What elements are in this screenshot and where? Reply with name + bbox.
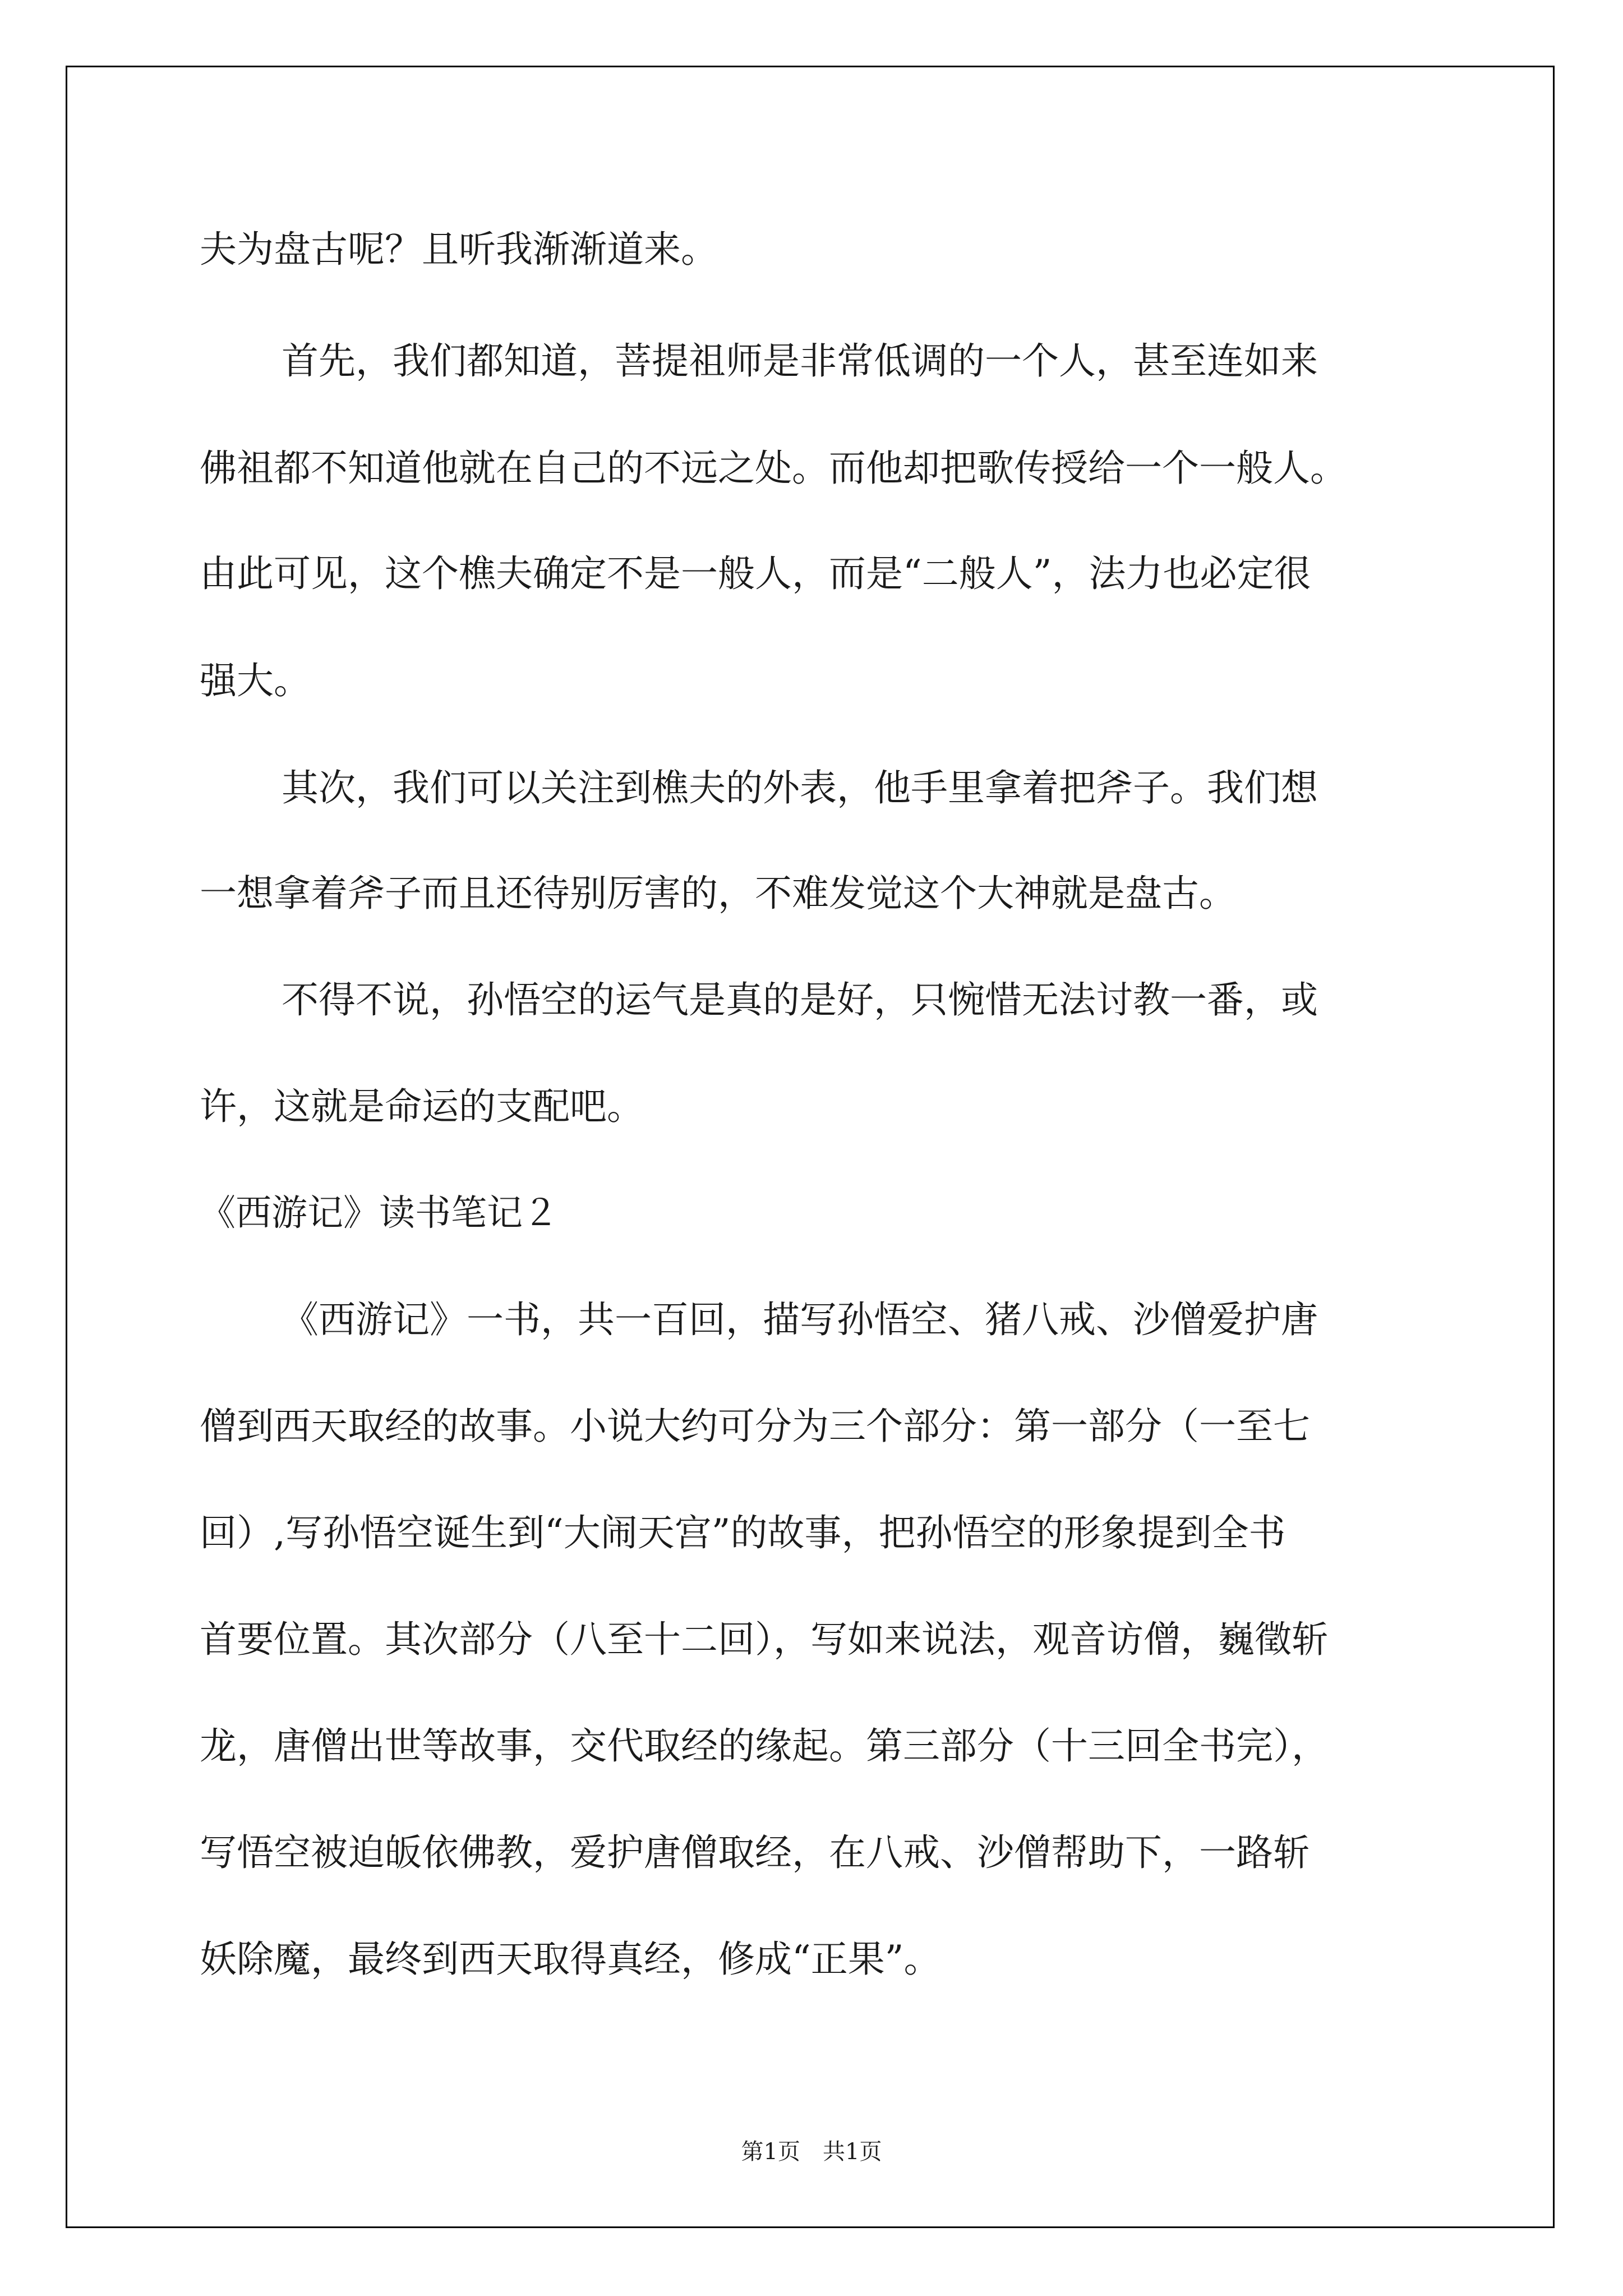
body-line-6: 其次，我们可以关注到樵夫的外表，他手里拿着把斧子。我们想: [282, 766, 1318, 809]
body-line-13: 首要位置。其次部分（八至十二回），写如来说法，观音访僧，巍徵斩: [200, 1618, 1329, 1661]
body-line-1: 夫为盘古呢？且听我渐渐道来。: [200, 228, 718, 271]
body-line-14: 龙，唐僧出世等故事，交代取经的缘起。第三部分（十三回全书完），: [200, 1724, 1329, 1768]
page-border: [66, 66, 1555, 2228]
body-line-15: 写悟空被迫皈依佛教，爱护唐僧取经，在八戒、沙僧帮助下，一路斩: [200, 1831, 1310, 1874]
body-line-7: 一想拿着斧子而且还待别厉害的，不难发觉这个大神就是盘古。: [200, 872, 1236, 915]
body-line-9: 许，这就是命运的支配吧。: [200, 1085, 644, 1128]
body-line-8: 不得不说，孙悟空的运气是真的是好，只惋惜无法讨教一番，或: [282, 978, 1318, 1022]
body-line-10: 《西游记》一书，共一百回，描写孙悟空、猪八戒、沙僧爱护唐: [282, 1298, 1318, 1341]
body-line-4: 由此可见，这个樵夫确定不是一般人，而是“二般人”，法力也必定很: [200, 552, 1311, 595]
section-heading: 《西游记》读书笔记２: [200, 1193, 559, 1234]
page-number-total: 共1页: [823, 2139, 882, 2165]
body-line-16: 妖除魔，最终到西天取得真经，修成“正果”。: [200, 1938, 941, 1981]
body-line-11: 僧到西天取经的故事。小说大约可分为三个部分：第一部分（一至七: [200, 1405, 1310, 1448]
page-footer: [0, 2134, 1623, 2166]
body-line-12: 回）,写孙悟空诞生到“大闹天宫”的故事，把孙悟空的形象提到全书: [200, 1511, 1286, 1554]
body-line-5: 强大。: [200, 659, 311, 702]
body-line-3: 佛祖都不知道他就在自己的不远之处。而他却把歌传授给一个一般人。: [200, 447, 1347, 490]
page-number-current: 第1页: [741, 2139, 800, 2165]
body-line-2: 首先，我们都知道，菩提祖师是非常低调的一个人，甚至连如来: [282, 339, 1318, 383]
